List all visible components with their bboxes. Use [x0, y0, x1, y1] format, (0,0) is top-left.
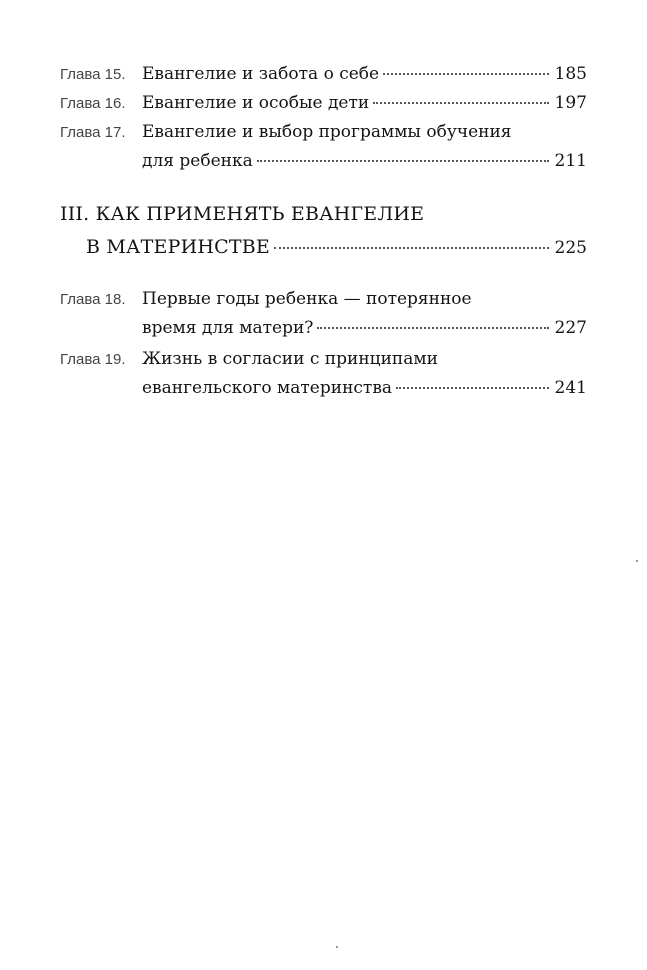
- chapter-label: Глава 19.: [60, 351, 126, 368]
- part-title: III. КАК ПРИМЕНЯТЬ ЕВАНГЕЛИЕ: [60, 203, 425, 225]
- page-number: 225: [554, 238, 587, 258]
- page-number: 241: [554, 378, 587, 398]
- page-number: 197: [554, 93, 587, 113]
- toc-entry-chapter-16[interactable]: [60, 89, 587, 118]
- toc-line: [60, 198, 587, 231]
- dot-leader: [373, 102, 548, 104]
- page-number: 227: [554, 318, 587, 338]
- page-number: 211: [554, 151, 587, 171]
- chapter-title: Евангелие и выбор программы обучения: [142, 122, 512, 142]
- chapter-label: Глава 18.: [60, 291, 126, 308]
- chapter-title-continued: евангельского материнства: [142, 378, 393, 398]
- dot-leader: [396, 387, 549, 389]
- toc-line: [60, 89, 587, 118]
- toc-entry-chapter-15[interactable]: [60, 60, 587, 89]
- chapter-title: Жизнь в согласии с принципами: [142, 349, 438, 369]
- toc-line: [60, 231, 587, 264]
- toc-line: [60, 374, 587, 403]
- dot-leader: [274, 247, 549, 249]
- page-number: 185: [554, 64, 587, 84]
- toc-line: [60, 147, 587, 176]
- scan-speck: [636, 560, 638, 562]
- dot-leader: [317, 327, 548, 329]
- chapter-label: Глава 15.: [60, 66, 126, 83]
- toc-part-3[interactable]: [60, 198, 587, 264]
- toc-entry-chapter-19[interactable]: [60, 345, 587, 403]
- part-title-continued: В МАТЕРИНСТВЕ: [86, 236, 270, 258]
- toc-line: [60, 118, 587, 147]
- toc-line: [60, 60, 587, 89]
- toc-line: [60, 285, 587, 314]
- dot-leader: [383, 73, 548, 75]
- toc-line: [60, 314, 587, 343]
- toc-entry-chapter-17[interactable]: [60, 118, 587, 176]
- dot-leader: [257, 160, 549, 162]
- chapter-label: Глава 17.: [60, 124, 126, 141]
- chapter-title-continued: время для матери?: [142, 318, 314, 338]
- scan-speck: [336, 946, 338, 948]
- toc-line: [60, 345, 587, 374]
- chapter-title-continued: для ребенка: [142, 151, 253, 171]
- chapter-title: Первые годы ребенка — потерянное: [142, 289, 472, 309]
- chapter-title: Евангелие и особые дети: [142, 93, 370, 113]
- chapter-label: Глава 16.: [60, 95, 126, 112]
- chapter-title: Евангелие и забота о себе: [142, 64, 380, 84]
- toc-entry-chapter-18[interactable]: [60, 285, 587, 343]
